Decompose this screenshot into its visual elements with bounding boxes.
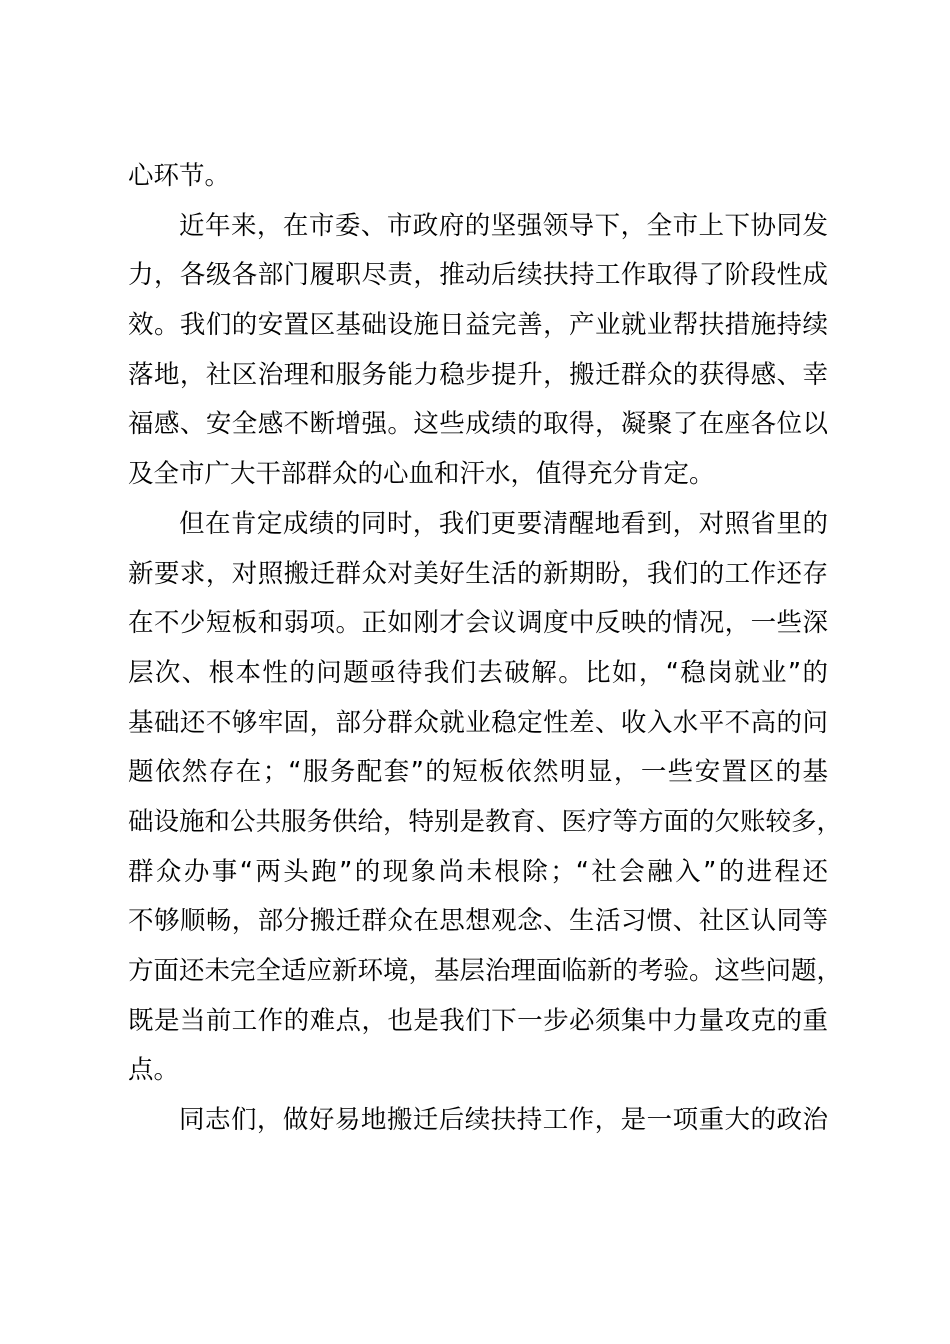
paragraph [128,152,828,202]
text-line: 点。 [128,1055,180,1086]
text-line: 落地，社区治理和服务能力稳步提升，搬迁群众的获得感、幸 [128,359,828,390]
text-line: 同志们，做好易地搬迁后续扶持工作，是一项重大的政治 [179,1105,828,1136]
text-line: 群众办事“两头跑”的现象尚未根除；“社会融入”的进程还 [128,856,828,887]
text-line: 福感、安全感不断增强。这些成绩的取得，凝聚了在座各位以 [128,409,828,440]
text-line: 在不少短板和弱项。正如刚才会议调度中反映的情况，一些深 [128,608,828,639]
text-line: 方面还未完全适应新环境，基层治理面临新的考验。这些问题， [128,956,843,986]
text-line: 不够顺畅，部分搬迁群众在思想观念、生活习惯、社区认同等 [128,906,828,937]
text-line: 层次、根本性的问题亟待我们去破解。比如，“稳岗就业”的 [128,657,828,688]
text-line: 力，各级各部门履职尽责，推动后续扶持工作取得了阶段性成 [128,260,828,291]
paragraph [128,1096,828,1146]
paragraph [128,500,843,1096]
text-line: 新要求，对照搬迁群众对美好生活的新期盼，我们的工作还存 [128,558,828,589]
text-line: 题依然存在；“服务配套”的短板依然明显，一些安置区的基 [128,757,828,788]
text-line: 基础还不够牢固，部分群众就业稳定性差、收入水平不高的问 [128,707,828,738]
text-line: 础设施和公共服务供给，特别是教育、医疗等方面的欠账较多， [128,806,843,837]
body-text [128,152,843,1146]
text-line: 既是当前工作的难点，也是我们下一步必须集中力量攻克的重 [128,1005,828,1036]
paragraph [128,202,828,500]
text-line: 及全市广大干部群众的心血和汗水，值得充分肯定。 [128,459,715,490]
text-line: 近年来，在市委、市政府的坚强领导下，全市上下协同发 [179,210,828,241]
text-line: 但在肯定成绩的同时，我们更要清醒地看到，对照省里的 [179,508,828,539]
text-line: 心环节。 [128,161,231,191]
text-line: 效。我们的安置区基础设施日益完善，产业就业帮扶措施持续 [128,310,828,341]
